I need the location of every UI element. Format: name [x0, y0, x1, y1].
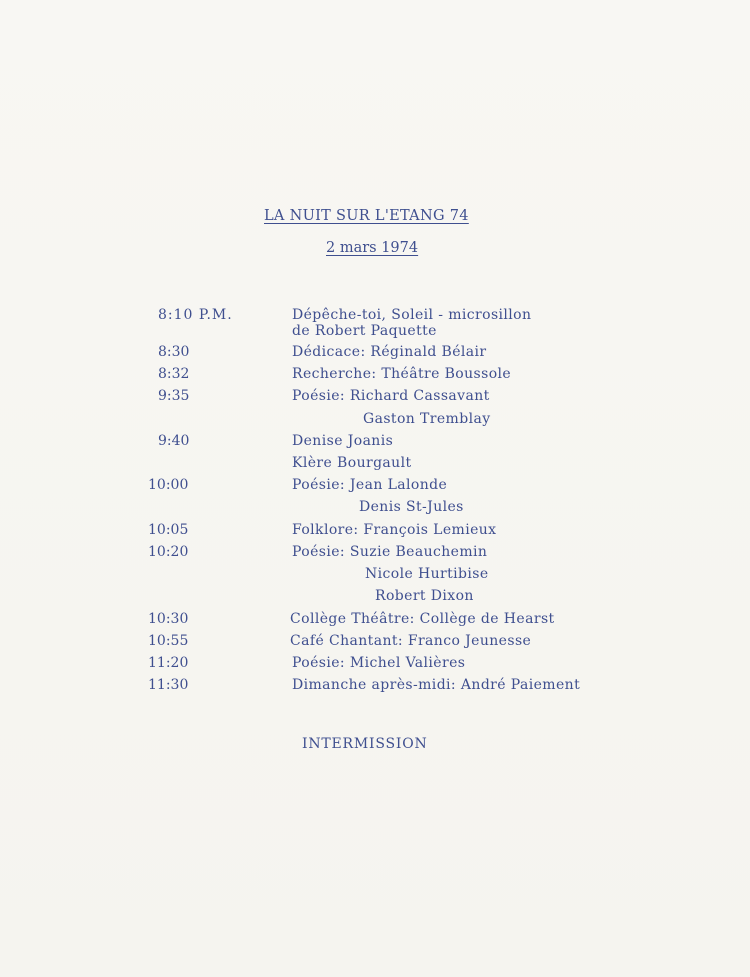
program-time: 10:55 — [148, 633, 189, 649]
program-time: 10:20 — [148, 544, 189, 560]
program-time: 11:20 — [148, 655, 189, 671]
document-date: 2 mars 1974 — [326, 240, 419, 256]
program-item: Dédicace: Réginald Bélair — [292, 344, 487, 360]
program-item: Nicole Hurtibise — [365, 566, 489, 582]
program-time: 8:10 P.M. — [158, 307, 233, 323]
intermission-label: INTERMISSION — [302, 736, 428, 752]
program-item: Recherche: Théâtre Boussole — [292, 366, 512, 382]
program-item: Denise Joanis — [292, 433, 394, 449]
program-item: Robert Dixon — [375, 588, 474, 604]
program-item: Dimanche après-midi: André Paiement — [292, 677, 581, 693]
program-item: Poésie: Michel Valières — [292, 655, 466, 671]
program-item: Denis St-Jules — [359, 499, 464, 515]
program-time: 11:30 — [148, 677, 189, 693]
program-item: Klère Bourgault — [292, 455, 412, 471]
program-time: 8:30 — [158, 344, 190, 360]
program-time: 10:30 — [148, 611, 189, 627]
program-item: Folklore: François Lemieux — [292, 522, 497, 538]
program-time: 10:05 — [148, 522, 189, 538]
program-item: Poésie: Jean Lalonde — [292, 477, 448, 493]
program-item: Poésie: Richard Cassavant — [292, 388, 490, 404]
program-item: Café Chantant: Franco Jeunesse — [290, 633, 532, 649]
program-time: 9:35 — [158, 388, 190, 404]
program-time: 8:32 — [158, 366, 190, 382]
program-item: Poésie: Suzie Beauchemin — [292, 544, 488, 560]
program-item: Gaston Tremblay — [363, 411, 491, 427]
program-item: Collège Théâtre: Collège de Hearst — [290, 611, 555, 627]
document-title: LA NUIT SUR L'ETANG 74 — [264, 208, 469, 224]
program-time: 10:00 — [148, 477, 189, 493]
program-item-continued: de Robert Paquette — [292, 323, 437, 339]
program-item: Dépêche-toi, Soleil - microsillon — [292, 307, 532, 323]
program-time: 9:40 — [158, 433, 190, 449]
